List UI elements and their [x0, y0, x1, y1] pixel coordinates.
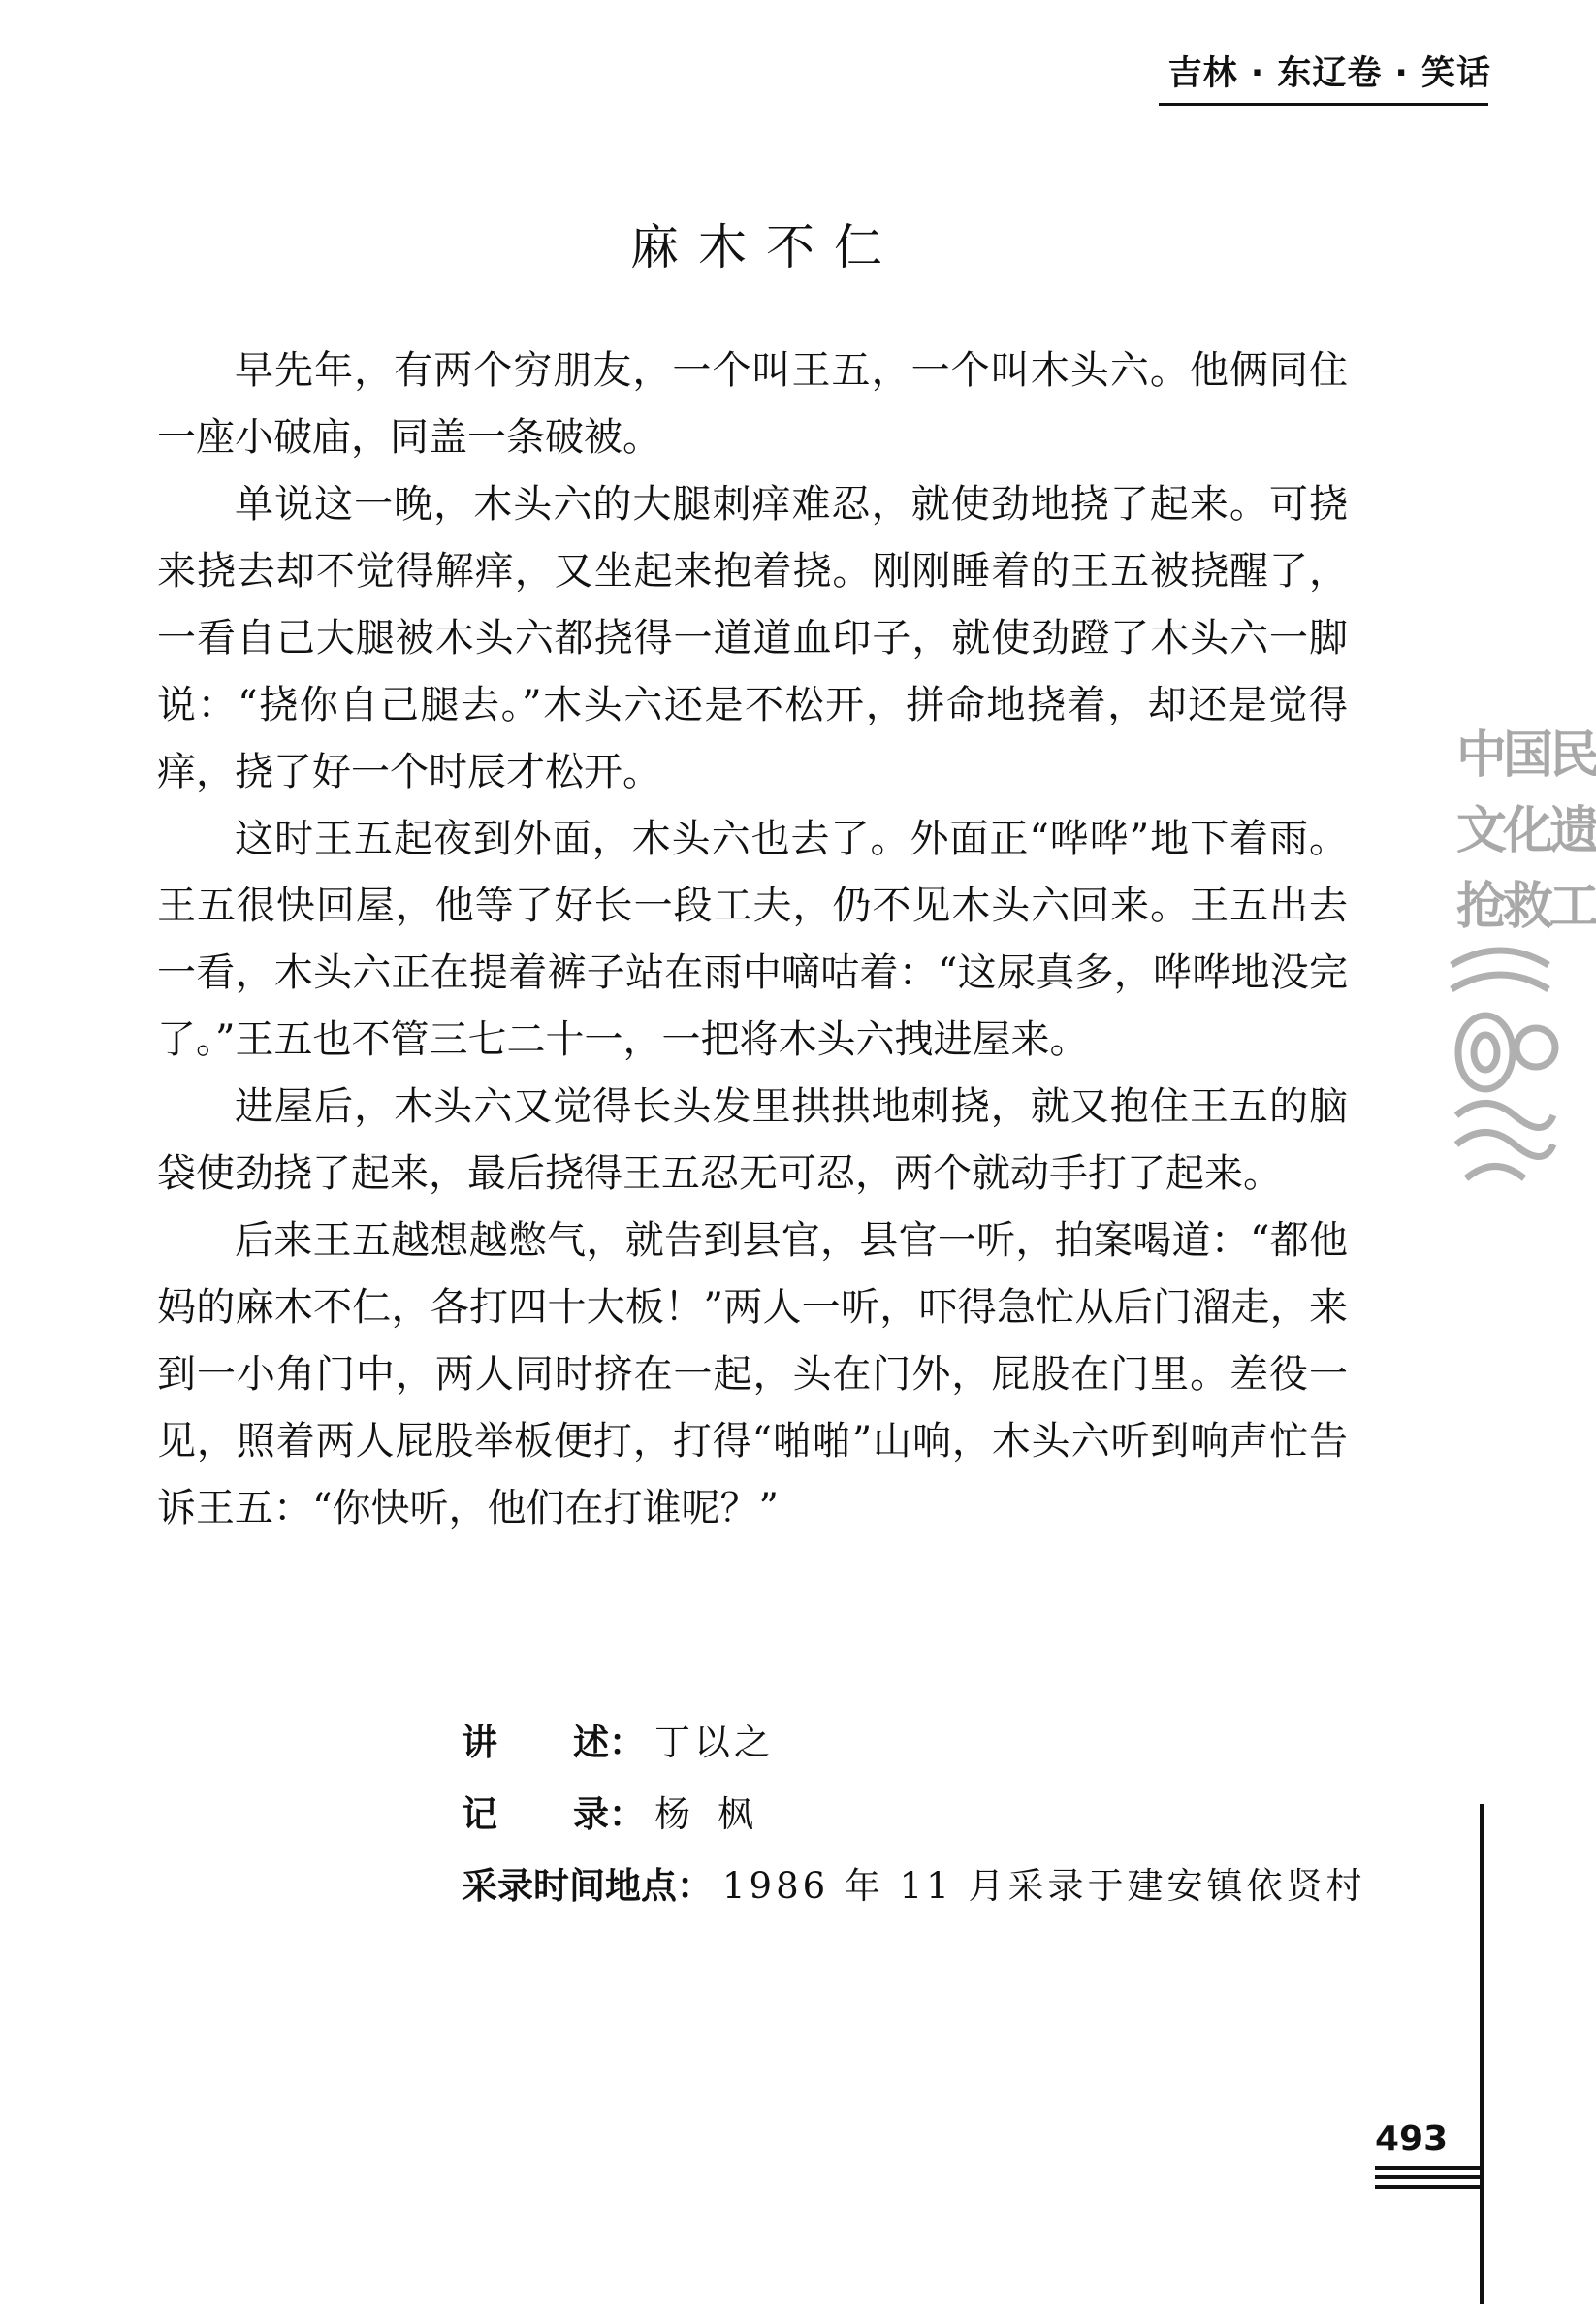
side-thumb-tab [1447, 698, 1596, 1203]
credit-value: 杨枫 [654, 1793, 781, 1835]
credits-block [462, 1707, 1366, 1922]
paragraph: 早先年，有两个穷朋友，一个叫王五，一个叫木头六。他俩同住一座小破庙，同盖一条破被。 [157, 348, 1348, 460]
side-tab-line: 文化遗 [1456, 802, 1596, 860]
header-rule [1159, 103, 1488, 106]
credit-recorder [462, 1779, 1354, 1851]
folio-rule [1375, 2185, 1484, 2189]
page-title: 麻木不仁 [630, 219, 902, 275]
credit-label: 采录时间地点 [462, 1865, 677, 1907]
story-body [157, 338, 1348, 1542]
paragraph: 这时王五起夜到外面，木头六也去了。外面正“哗哗”地下着雨。王五很快回屋，他等了好长一段工夫，仍不见木头六回来。王五出去一看，木头六正在提着裤子站在雨中嘀咕着：“这尿真多，哗哗地没完了。”王五也不管三七二十一，一把将木头六拽进屋来。 [157, 817, 1348, 1062]
credit-colon: ： [609, 1793, 645, 1835]
paragraph: 进屋后，木头六又觉得长头发里拱拱地刺挠，就又抱住王五的脑袋使劲挠了起来，最后挠得王五忍无可忍，两个就动手打了起来。 [157, 1084, 1348, 1196]
credit-value: 1986 年 11 月采录于建安镇依贤村 [722, 1865, 1366, 1907]
side-tab-line: 中国民 [1456, 726, 1596, 785]
credit-colon: ： [609, 1722, 645, 1763]
page-number: 493 [1375, 2119, 1449, 2159]
folio-rule [1375, 2175, 1484, 2179]
credit-label: 讲述 [462, 1722, 609, 1763]
credit-colon: ： [677, 1865, 713, 1907]
credit-narrator [462, 1707, 1354, 1779]
credit-time-place [462, 1851, 1366, 1922]
folio-rule [1375, 2166, 1484, 2170]
margin-rule [1480, 1804, 1484, 2304]
credit-label: 记录 [462, 1793, 609, 1835]
side-tab-line: 抢救工 [1456, 878, 1596, 936]
ornament-pattern-icon [1447, 946, 1553, 1198]
side-tab-text [1456, 718, 1596, 945]
credit-value: 丁以之 [654, 1722, 774, 1763]
running-head: 吉林 · 东辽卷 · 笑话 [1167, 54, 1491, 93]
paragraph: 单说这一晚，木头六的大腿刺痒难忍，就使劲地挠了起来。可挠来挠去却不觉得解痒，又坐起来抱着挠。刚刚睡着的王五被挠醒了，一看自己大腿被木头六都挠得一道道血印子，就使劲蹬了木头六一脚说：“挠你自己腿去。”木头六还是不松开，拼命地挠着，却还是觉得痒，挠了好一个时辰才松开。 [157, 482, 1348, 794]
paragraph: 后来王五越想越憋气，就告到县官，县官一听，拍案喝道：“都他妈的麻木不仁，各打四十大板！”两人一听，吓得急忙从后门溜走，来到一小角门中，两人同时挤在一起，头在门外，屁股在门里。差役一见，照着两人屁股举板便打，打得“啪啪”山响，木头六听到响声忙告诉王五：“你快听，他们在打谁呢？” [157, 1218, 1348, 1531]
